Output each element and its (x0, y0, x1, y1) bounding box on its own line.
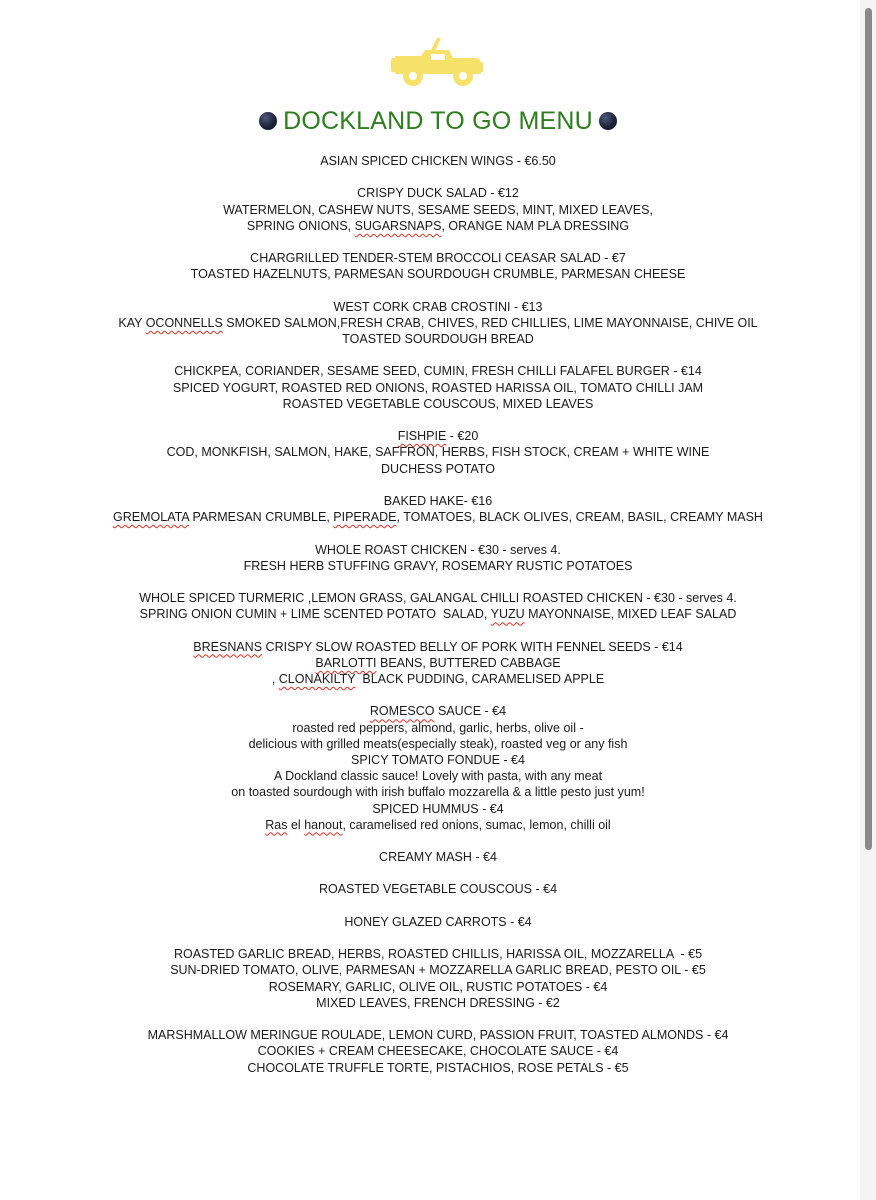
spellcheck-word: BRESNANS (193, 639, 263, 654)
menu-item-title: CRISPY DUCK SALAD - €12 (357, 186, 519, 201)
menu-item-description: , CLONAKILTY BLACK PUDDING, CARAMELISED APPLE (271, 672, 605, 686)
menu-item-description: DUCHESS POTATO (381, 461, 495, 476)
menu-section (0, 250, 876, 282)
menu-section (0, 639, 876, 688)
section-gap (0, 169, 876, 185)
section-gap (0, 283, 876, 299)
menu-section (0, 881, 876, 897)
menu-section (0, 153, 876, 169)
menu-section (0, 849, 876, 865)
menu-item-title: ROASTED GARLIC BREAD, HERBS, ROASTED CHILLIS, HARISSA OIL, MOZZARELLA - €5 (173, 947, 703, 962)
menu-item-description: on toasted sourdough with irish buffalo mozzarella & a little pesto just yum! (231, 785, 645, 800)
menu-item-title: WEST CORK CRAB CROSTINI - €13 (333, 299, 543, 314)
spellcheck-word: BARLOTTI (315, 655, 377, 670)
section-gap (0, 347, 876, 363)
menu-section (0, 493, 876, 525)
section-gap (0, 865, 876, 881)
menu-item-title: CHARGRILLED TENDER-STEM BROCCOLI CEASAR SALAD - €7 (250, 251, 626, 266)
menu-section (0, 542, 876, 574)
menu-item-description: BARLOTTI BEANS, BUTTERED CABBAGE (315, 655, 561, 670)
menu-item-description: CHOCOLATE TRUFFLE TORTE, PISTACHIOS, ROSE PETALS - €5 (247, 1060, 629, 1075)
menu-section (0, 363, 876, 412)
menu-item-title: FISHPIE - €20 (397, 429, 479, 444)
menu-item-description: A Dockland classic sauce! Lovely with pasta, with any meat (273, 769, 603, 784)
section-gap (0, 412, 876, 428)
section-gap (0, 687, 876, 703)
menu-item-description: SPRING ONIONS, SUGARSNAPS, ORANGE NAM PLA DRESSING (246, 218, 630, 233)
menu-section (0, 185, 876, 234)
menu-item-description: WATERMELON, CASHEW NUTS, SESAME SEEDS, MINT, MIXED LEAVES, (223, 202, 653, 217)
menu-item-description: FRESH HERB STUFFING GRAVY, ROSEMARY RUSTIC POTATOES (243, 558, 633, 573)
section-gap (0, 930, 876, 946)
menu-item-description: roasted red peppers, almond, garlic, herbs, olive oil - (292, 720, 584, 735)
menu-section (0, 703, 876, 833)
menu-item-title: WHOLE ROAST CHICKEN - €30 - serves 4. (315, 542, 561, 557)
menu-item-description: KAY OCONNELLS SMOKED SALMON,FRESH CRAB, CHIVES, RED CHILLIES, LIME MAYONNAISE, CHIVE OIL (118, 315, 758, 330)
menu-item-title: ASIAN SPICED CHICKEN WINGS - €6.50 (320, 154, 556, 168)
menu-section (0, 946, 876, 1011)
menu-item-title: BAKED HAKE- €16 (383, 493, 493, 508)
blue-dot-icon (599, 112, 617, 130)
section-gap (0, 1011, 876, 1027)
menu-section (0, 590, 876, 622)
section-gap (0, 574, 876, 590)
menu-section (0, 299, 876, 348)
scrollbar-thumb[interactable] (865, 8, 872, 850)
section-gap (0, 525, 876, 541)
spellcheck-word: PIPERADE (333, 510, 397, 525)
menu-item-description: MIXED LEAVES, FRENCH DRESSING - €2 (316, 995, 560, 1010)
menu-item-description: SPRING ONION CUMIN + LIME SCENTED POTATO SALAD, YUZU MAYONNAISE, MIXED LEAF SALAD (139, 607, 737, 622)
menu-section (0, 1027, 876, 1076)
menu-item-description: SPICED HUMMUS - €4 (372, 801, 504, 816)
menu-title: DOCKLAND TO GO MENU (283, 106, 593, 135)
scrollbar-track[interactable] (860, 0, 876, 1200)
section-gap (0, 234, 876, 250)
menu-item-description: ROSEMARY, GARLIC, OLIVE OIL, RUSTIC POTATOES - €4 (268, 979, 608, 994)
menu-section (0, 914, 876, 930)
blue-dot-icon (259, 112, 277, 130)
section-gap (0, 622, 876, 638)
spellcheck-word: hanout (304, 817, 343, 832)
menu-section (0, 428, 876, 477)
menu-list (0, 153, 876, 1076)
menu-item-description: SUN-DRIED TOMATO, OLIVE, PARMESAN + MOZZARELLA GARLIC BREAD, PESTO OIL - €5 (170, 963, 706, 978)
menu-item-description: GREMOLATA PARMESAN CRUMBLE, PIPERADE, TOMATOES, BLACK OLIVES, CREAM, BASIL, CREAMY MASH (113, 510, 763, 525)
section-gap (0, 833, 876, 849)
menu-item-title: BRESNANS CRISPY SLOW ROASTED BELLY OF PORK WITH FENNEL SEEDS - €14 (193, 639, 683, 654)
menu-item-title: MARSHMALLOW MERINGUE ROULADE, LEMON CURD, PASSION FRUIT, TOASTED ALMONDS - €4 (147, 1028, 729, 1043)
spellcheck-word: SUGARSNAPS (354, 218, 442, 233)
menu-item-title: ROASTED VEGETABLE COUSCOUS - €4 (318, 882, 558, 897)
jeep-icon (391, 36, 485, 88)
menu-item-description: COOKIES + CREAM CHEESECAKE, CHOCOLATE SAUCE - €4 (257, 1044, 619, 1059)
menu-item-title: ROMESCO SAUCE - €4 (369, 704, 507, 719)
spellcheck-word: YUZU (490, 607, 525, 622)
section-gap (0, 898, 876, 914)
menu-item-title: WHOLE SPICED TURMERIC ,LEMON GRASS, GALANGAL CHILLI ROASTED CHICKEN - €30 - serves 4. (139, 591, 737, 606)
menu-item-description: Ras el hanout, caramelised red onions, sumac, lemon, chilli oil (265, 817, 611, 832)
menu-item-title: CHICKPEA, CORIANDER, SESAME SEED, CUMIN, FRESH CHILLI FALAFEL BURGER - €14 (174, 364, 702, 379)
menu-item-description: delicious with grilled meats(especially steak), roasted veg or any fish (248, 736, 628, 751)
spellcheck-word: FISHPIE (397, 429, 447, 444)
spellcheck-word: GREMOLATA (113, 510, 189, 525)
menu-item-description: ROASTED VEGETABLE COUSCOUS, MIXED LEAVES (282, 396, 594, 411)
spellcheck-word: ROMESCO (369, 704, 435, 719)
menu-header (0, 104, 876, 138)
menu-item-title: CREAMY MASH - €4 (379, 850, 497, 865)
menu-item-description: TOASTED SOURDOUGH BREAD (342, 332, 534, 347)
section-gap (0, 477, 876, 493)
menu-item-description: COD, MONKFISH, SALMON, HAKE, SAFFRON, HERBS, FISH STOCK, CREAM + WHITE WINE (166, 445, 710, 460)
spellcheck-word: CLONAKILTY (278, 672, 356, 686)
menu-item-description: SPICY TOMATO FONDUE - €4 (351, 752, 525, 767)
menu-item-description: TOASTED HAZELNUTS, PARMESAN SOURDOUGH CRUMBLE, PARMESAN CHEESE (190, 267, 686, 282)
menu-item-description: SPICED YOGURT, ROASTED RED ONIONS, ROASTED HARISSA OIL, TOMATO CHILLI JAM (172, 380, 704, 395)
spellcheck-word: Ras (265, 817, 288, 832)
spellcheck-word: OCONNELLS (145, 315, 223, 330)
menu-item-title: HONEY GLAZED CARROTS - €4 (344, 914, 532, 929)
